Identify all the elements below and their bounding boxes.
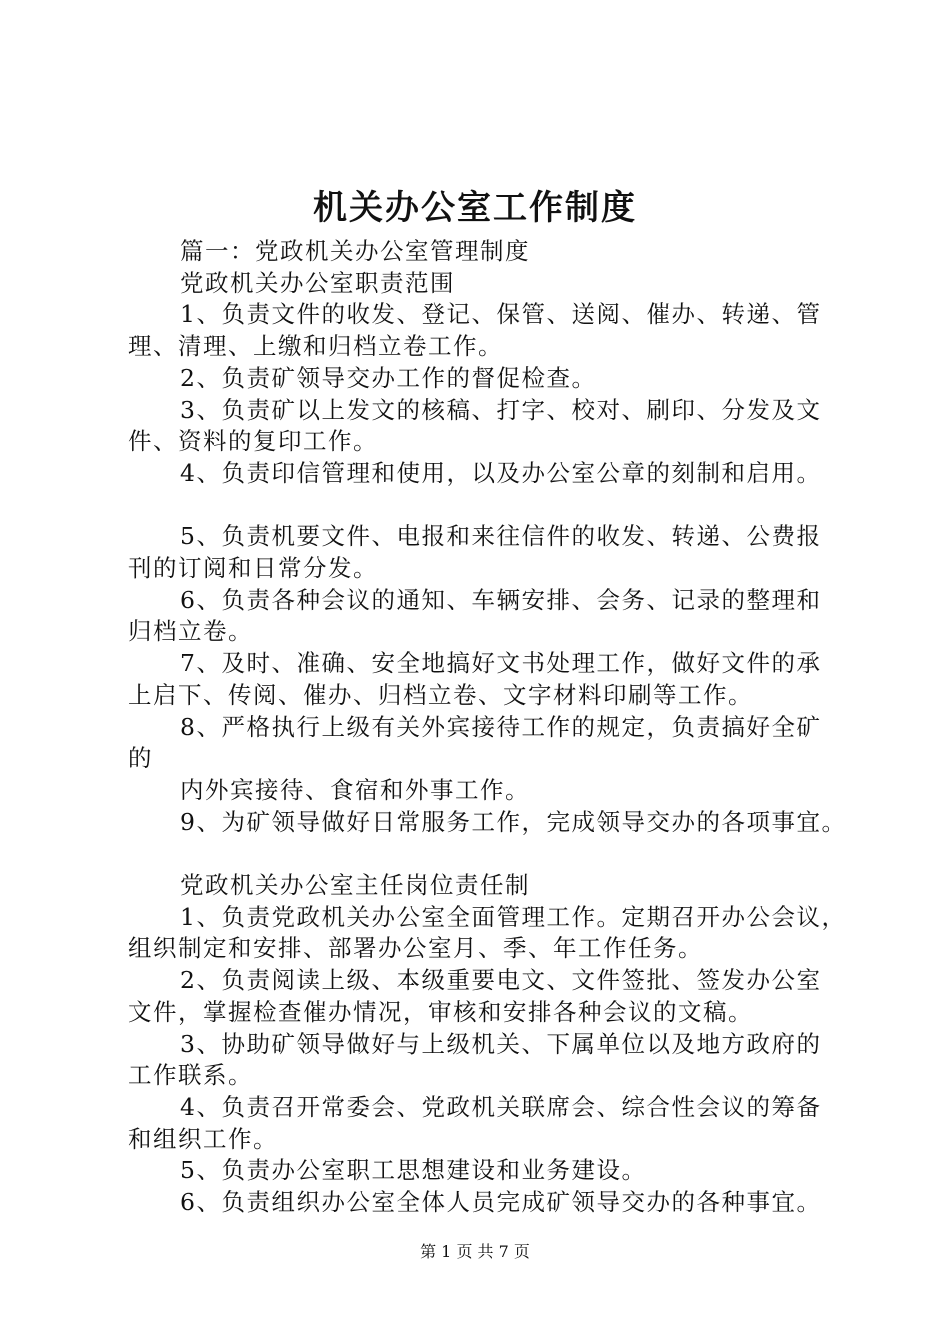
paragraph-line: 4、负责印信管理和使用，以及办公室公章的刻制和启用。 — [180, 458, 822, 487]
paragraph-line: 6、负责组织办公室全体人员完成矿领导交办的各种事宜。 — [180, 1188, 822, 1217]
document-title: 机关办公室工作制度 — [313, 188, 637, 228]
paragraph-line: 9、为矿领导做好日常服务工作，完成领导交办的各项事宜。 — [180, 807, 847, 836]
page-number: 第 1 页 共 7 页 — [420, 1242, 530, 1261]
document-body — [128, 236, 847, 1219]
paragraph-line: 1、负责文件的收发、登记、保管、送阅、催办、转递、管 — [180, 300, 822, 329]
paragraph-line: 上启下、传阅、催办、归档立卷、文字材料印刷等工作。 — [128, 680, 753, 709]
paragraph-line: 件、资料的复印工作。 — [128, 427, 378, 456]
paragraph-line: 刊的订阅和日常分发。 — [128, 554, 378, 583]
paragraph-line: 2、负责矿领导交办工作的督促检查。 — [180, 363, 597, 392]
paragraph-line: 工作联系。 — [128, 1061, 253, 1090]
paragraph-line: 归档立卷。 — [128, 617, 253, 646]
paragraph-line: 7、及时、准确、安全地搞好文书处理工作，做好文件的承 — [180, 649, 822, 678]
section-heading: 篇一：党政机关办公室管理制度 — [180, 237, 530, 265]
paragraph-line: 3、负责矿以上发文的核稿、打字、校对、刷印、分发及文 — [180, 395, 822, 424]
paragraph-line: 文件，掌握检查催办情况，审核和安排各种会议的文稿。 — [128, 997, 753, 1026]
paragraph-line: 和组织工作。 — [128, 1124, 278, 1153]
subsection-heading: 党政机关办公室主任岗位责任制 — [180, 871, 530, 900]
paragraph-line: 8、严格执行上级有关外宾接待工作的规定，负责搞好全矿 — [180, 712, 822, 741]
paragraph-line: 6、负责各种会议的通知、车辆安排、会务、记录的整理和 — [180, 585, 822, 614]
paragraph-line: 1、负责党政机关办公室全面管理工作。定期召开办公会议， — [180, 902, 847, 931]
paragraph-line: 组织制定和安排、部署办公室月、季、年工作任务。 — [128, 934, 703, 963]
paragraph-line: 5、负责机要文件、电报和来往信件的收发、转递、公费报 — [180, 522, 822, 551]
paragraph-line: 3、协助矿领导做好与上级机关、下属单位以及地方政府的 — [180, 1029, 822, 1058]
paragraph-line: 的 — [128, 744, 153, 773]
paragraph-line: 内外宾接待、食宿和外事工作。 — [180, 775, 530, 804]
paragraph-line: 理、清理、上缴和归档立卷工作。 — [128, 332, 503, 361]
paragraph-line: 5、负责办公室职工思想建设和业务建设。 — [180, 1156, 647, 1185]
subsection-heading: 党政机关办公室职责范围 — [180, 268, 455, 297]
paragraph-line: 2、负责阅读上级、本级重要电文、文件签批、签发办公室 — [180, 966, 822, 995]
blank-line — [128, 490, 834, 522]
paragraph-line: 4、负责召开常委会、党政机关联席会、综合性会议的筹备 — [180, 1092, 822, 1121]
blank-line — [128, 838, 834, 870]
